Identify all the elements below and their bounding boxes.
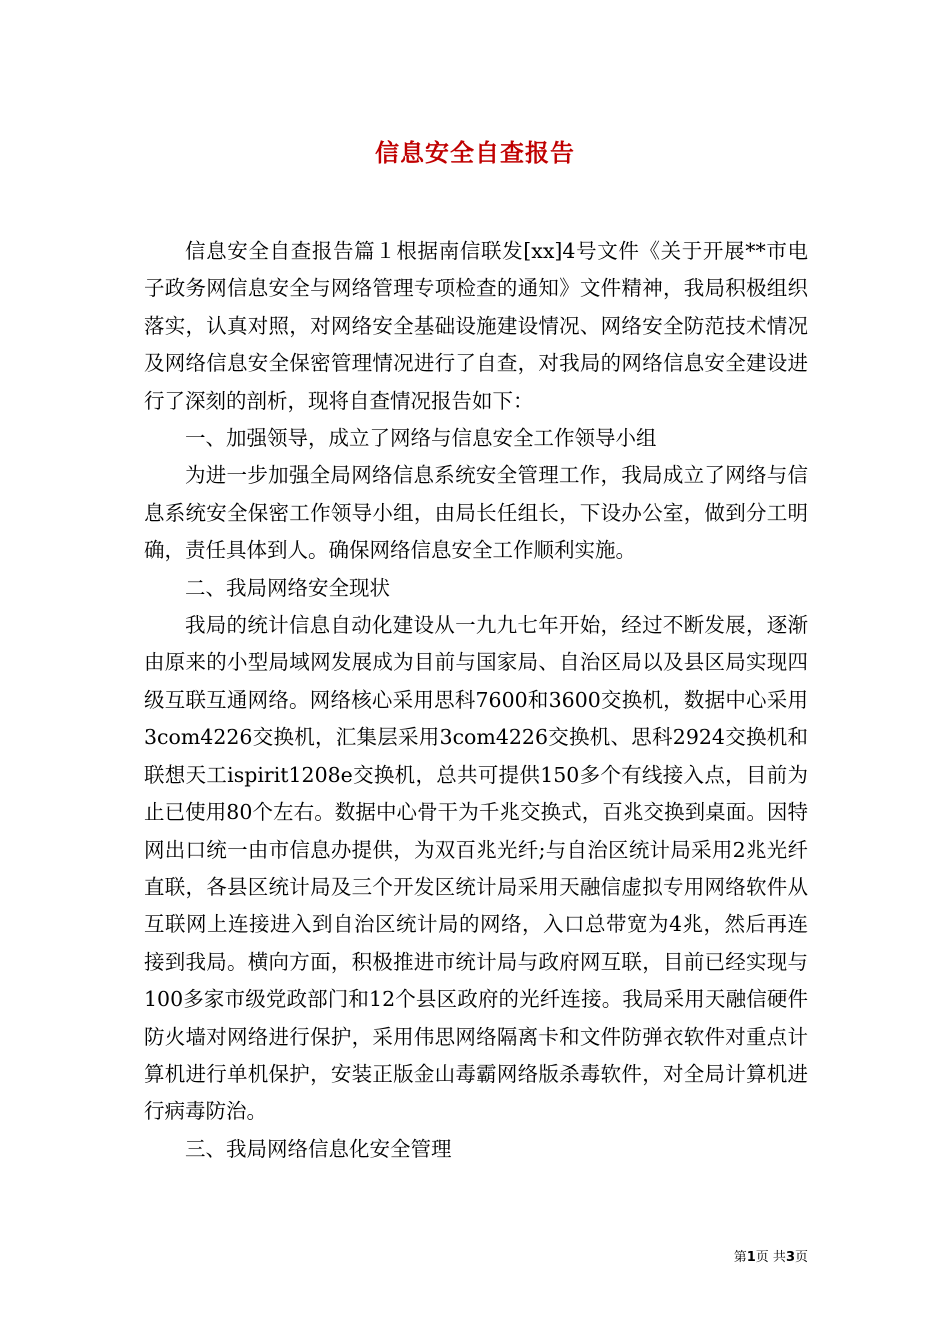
section-heading-2: 二、我局网络安全现状 [185,575,390,600]
page-number-footer [700,1246,808,1265]
footer-prefix: 第 [733,1250,747,1265]
paragraph-leadership: 为进一步加强全局网络信息系统安全管理工作，我局成立了网络与信息系统安全保密工作领导小组，由局长任组长，下设办公室，做到分工明确，责任具体到人。确保网络信息安全工作顺利实施。 [144,463,808,563]
paragraph-network-status: 我局的统计信息自动化建设从一九九七年开始，经过不断发展，逐渐由原来的小型局域网发展成为目前与国家局、自治区局以及县区局实现四级互联互通网络。网络核心采用思科7600和3600交换机，数据中心采用3com4226交换机，汇集层采用3com4226交换机、思科2924交换机和联想天工ispirit1208e交换机，总共可提供150多个有线接入点，目前为止已使用80个左右。数据中心骨干为千兆交换式，百兆交换到桌面。因特网出口统一由市信息办提供，为双百兆光纤;与自治区统计局采用2兆光纤直联，各县区统计局及三个开发区统计局采用天融信虚拟专用网络软件从互联网上连接进入到自治区统计局的网络，入口总带宽为4兆，然后再连接到我局。横向方面，积极推进市统计局与政府网互联，目前已经实现与100多家市级党政部门和12个县区政府的光纤连接。我局采用天融信硬件防火墙对网络进行保护，采用伟思网络隔离卡和文件防弹衣软件对重点计算机进行单机保护，安装正版金山毒霸网络版杀毒软件，对全局计算机进行病毒防治。 [144,613,808,1124]
document-title: 信息安全自查报告 [375,138,575,167]
footer-middle: 页 共 [755,1250,786,1265]
section-heading-3: 三、我局网络信息化安全管理 [185,1136,452,1161]
section-heading-1: 一、加强领导，成立了网络与信息安全工作领导小组 [185,426,657,451]
footer-total-pages: 3 [785,1250,795,1265]
paragraph-intro: 信息安全自查报告篇１根据南信联发[xx]4号文件《关于开展**市电子政务网信息安全与网络管理专项检查的通知》文件精神，我局积极组织落实，认真对照，对网络安全基础设施建设情况、网络安全防范技术情况及网络信息安全保密管理情况进行了自查，对我局的网络信息安全建设进行了深刻的剖析，现将自查情况报告如下： [144,239,808,413]
footer-suffix: 页 [794,1250,808,1265]
footer-current-page: 1 [746,1250,756,1265]
document-body [144,233,808,1168]
